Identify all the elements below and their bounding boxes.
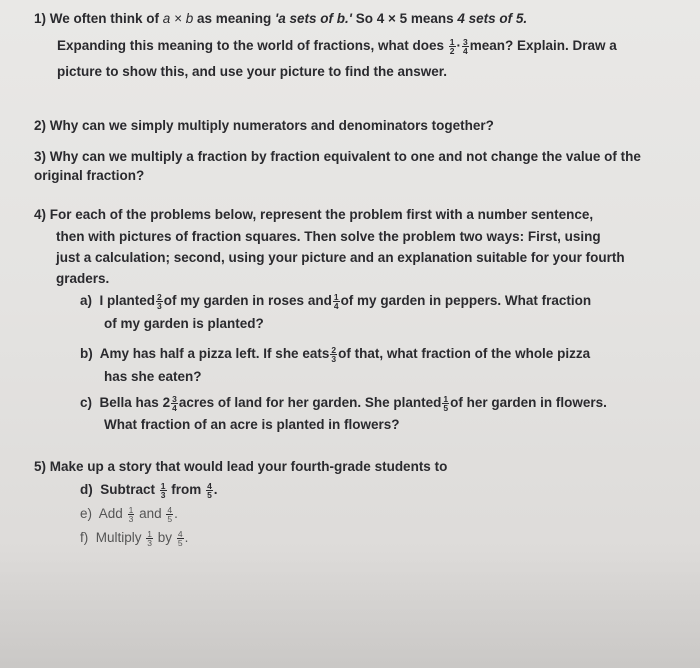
part-b-text-1: Amy has half a pizza left. If she eats — [99, 346, 330, 361]
part-d-verb: Subtract — [100, 482, 156, 497]
denominator: 3 — [160, 489, 166, 500]
fraction-one-third — [129, 506, 134, 523]
denominator: 4 — [333, 300, 339, 311]
denominator: 5 — [177, 537, 183, 548]
q1-line2-text-b: mean? Explain. Draw a — [469, 38, 617, 53]
q3-text-2: original fraction? — [34, 168, 145, 183]
q1-expr: a × b — [162, 11, 194, 26]
part-c-text-2: acres of land for her garden. She planted — [178, 395, 442, 410]
denominator: 3 — [128, 513, 134, 524]
question-1 — [34, 8, 684, 29]
q2-text: Why can we simply multiply numerators and denominators together? — [49, 118, 494, 133]
question-number: 1) — [34, 11, 47, 26]
denominator: 4 — [463, 45, 468, 56]
part-label: b) — [80, 346, 93, 361]
mixed-number-whole: 2 — [162, 395, 171, 410]
fraction-one-half — [450, 38, 455, 55]
denominator: 3 — [147, 537, 153, 548]
q4-text-3: just a calculation; second, using your picture and an explanation suitable for your fourth — [56, 250, 625, 265]
part-d-joiner: from — [171, 482, 202, 497]
q4-text-4: graders. — [56, 271, 110, 286]
part-a-text-4: of my garden is planted? — [104, 316, 264, 331]
q4-part-c-line-2 — [104, 414, 664, 435]
question-1-line-3 — [57, 61, 687, 82]
period: . — [213, 482, 218, 497]
part-e-verb: Add — [98, 506, 123, 521]
fraction-four-fifths — [167, 506, 172, 523]
fraction-four-fifths — [178, 530, 183, 547]
denominator: 2 — [449, 45, 455, 56]
question-3 — [34, 146, 694, 167]
q5-part-f — [80, 527, 480, 548]
part-f-verb: Multiply — [95, 530, 142, 545]
question-2 — [34, 115, 684, 136]
question-number: 5) — [34, 459, 47, 474]
q4-line-2 — [56, 226, 686, 247]
fraction-three-fourths — [172, 395, 177, 412]
q4-part-b-line-2 — [104, 366, 664, 387]
q4-text-1: For each of the problems below, represent the problem first with a number sentence, — [49, 207, 594, 222]
q4-part-c — [80, 392, 695, 413]
part-c-text-3: of her garden in flowers. — [450, 395, 607, 410]
fraction-one-fourth — [334, 293, 339, 310]
numerator: 1 — [128, 504, 134, 515]
fraction-four-fifths — [207, 482, 212, 499]
question-4 — [34, 204, 684, 225]
question-number: 2) — [34, 118, 47, 133]
question-1-line-2 — [57, 35, 687, 56]
question-number: 4) — [34, 207, 47, 222]
denominator: 5 — [207, 489, 212, 500]
page-shadow — [0, 548, 700, 668]
fraction-one-fifth — [443, 395, 448, 412]
q4-text-2: then with pictures of fraction squares. Then solve the problem two ways: First, using — [56, 229, 601, 244]
denominator: 3 — [331, 353, 337, 364]
part-label: c) — [80, 395, 93, 410]
numerator: 3 — [463, 36, 468, 47]
numerator: 1 — [333, 291, 339, 302]
q1-line3-text: picture to show this, and use your picture to find the answer. — [57, 64, 448, 79]
numerator: 4 — [167, 504, 173, 515]
numerator: 2 — [157, 291, 162, 302]
question-3-line-2 — [34, 165, 684, 186]
denominator: 3 — [157, 300, 162, 311]
q5-part-e — [80, 503, 480, 524]
numerator: 4 — [177, 528, 183, 539]
period: . — [174, 506, 178, 521]
question-5 — [34, 456, 684, 477]
part-c-text-1: Bella has — [99, 395, 159, 410]
multiply-dot: · — [456, 38, 462, 53]
q4-line-3 — [56, 247, 696, 268]
q1-quote: 'a sets of b.' — [275, 11, 352, 26]
part-a-text-1: I planted — [99, 293, 156, 308]
part-a-text-3: of my garden in peppers. What fraction — [340, 293, 592, 308]
numerator: 4 — [207, 480, 212, 491]
part-f-joiner: by — [157, 530, 173, 545]
fraction-two-thirds — [331, 346, 336, 363]
q1-text-a: We often think of — [49, 11, 160, 26]
numerator: 1 — [147, 528, 153, 539]
q4-part-a-line-2 — [104, 313, 664, 334]
part-e-joiner: and — [139, 506, 162, 521]
numerator: 1 — [160, 480, 166, 491]
question-number: 3) — [34, 149, 47, 164]
q4-line-4 — [56, 268, 256, 289]
q4-part-b — [80, 343, 690, 364]
numerator: 3 — [172, 393, 177, 404]
fraction-one-third — [161, 482, 166, 499]
denominator: 4 — [172, 402, 177, 413]
q5-text: Make up a story that would lead your fourth-grade students to — [49, 459, 448, 474]
part-b-text-3: has she eaten? — [104, 369, 202, 384]
part-c-text-4: What fraction of an acre is planted in flowers? — [104, 417, 400, 432]
denominator: 5 — [167, 513, 173, 524]
part-a-text-2: of my garden in roses and — [163, 293, 332, 308]
q3-text-1: Why can we multiply a fraction by fraction equivalent to one and not change the value of the — [49, 149, 641, 164]
q5-part-d — [80, 479, 480, 500]
q1-text-c: So 4 × 5 means — [351, 11, 458, 26]
part-label: e) — [80, 506, 93, 521]
numerator: 1 — [443, 393, 449, 404]
fraction-two-thirds — [157, 293, 162, 310]
period: . — [184, 530, 189, 545]
fraction-three-fourths — [463, 38, 468, 55]
part-label: a) — [80, 293, 93, 308]
part-label: f) — [80, 530, 89, 545]
fraction-one-third — [147, 530, 152, 547]
numerator: 1 — [449, 36, 455, 47]
numerator: 2 — [331, 344, 337, 355]
q1-line2-text: Expanding this meaning to the world of fractions, what does — [57, 38, 445, 53]
denominator: 5 — [443, 402, 449, 413]
q1-emphasis: 4 sets of 5. — [457, 11, 528, 26]
q1-text-b: as meaning — [196, 11, 275, 26]
part-b-text-2: of that, what fraction of the whole pizza — [338, 346, 591, 361]
part-label: d) — [80, 482, 93, 497]
q4-part-a — [80, 290, 690, 311]
